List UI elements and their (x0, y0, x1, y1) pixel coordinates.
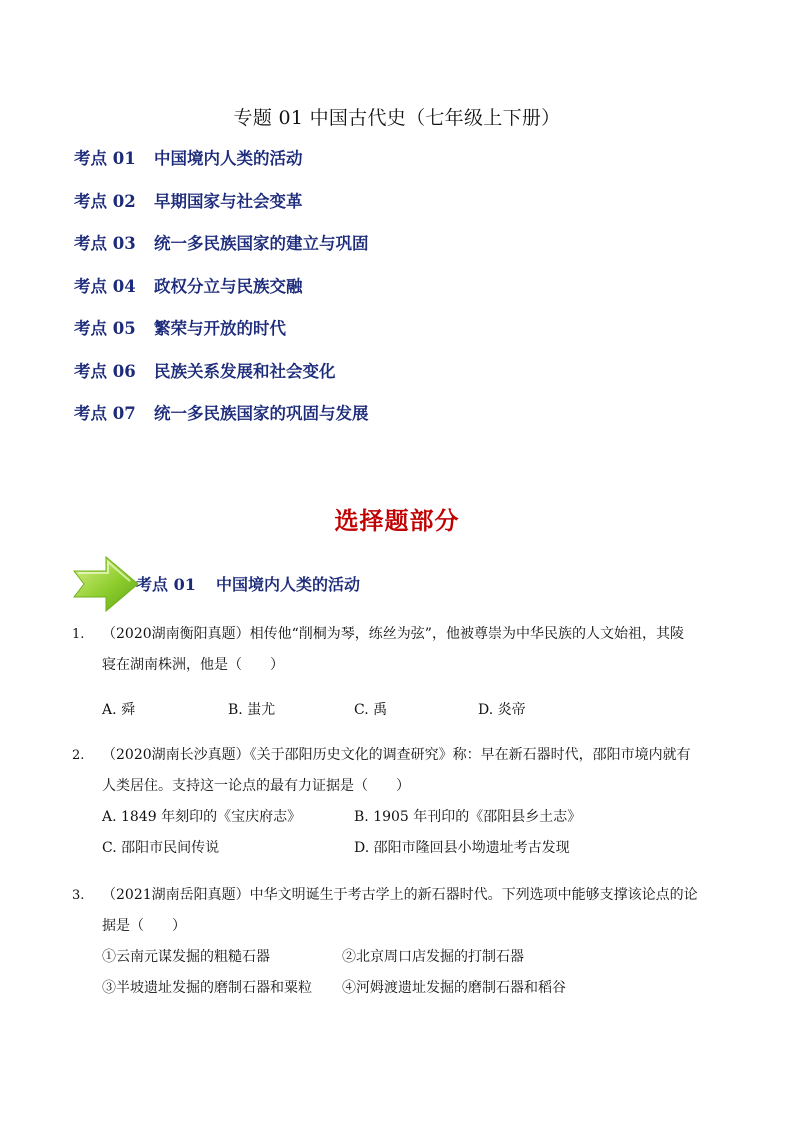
toc-item-number: 考点 06 (74, 361, 136, 381)
toc-item (74, 274, 369, 317)
options-row (102, 802, 732, 833)
option-1: ①云南元谋发掘的粗糙石器 (102, 949, 270, 965)
option-4: ④河姆渡遗址发掘的磨制石器和稻谷 (342, 980, 566, 996)
kp-header (70, 553, 570, 615)
toc-item (74, 401, 369, 444)
toc-item-number: 考点 01 (74, 149, 136, 168)
toc-item-text: 中国境内人类的活动 (154, 149, 303, 168)
kp-header-label (136, 572, 360, 595)
options-row (102, 942, 732, 973)
question-number: 3. (72, 888, 85, 903)
option-d: D. 炎帝 (478, 702, 526, 718)
question-number: 2. (72, 748, 85, 763)
question-text-line: （2021湖南岳阳真题）中华文明诞生于考古学上的新石器时代。下列选项中能够支撑该论点的论 (102, 887, 698, 903)
options-row (102, 973, 732, 1004)
toc-item (74, 189, 369, 232)
option-b: B. 1905 年刊印的《邵阳县乡土志》 (354, 809, 582, 825)
options-row (102, 833, 732, 864)
option-c: C. 禹 (354, 702, 388, 718)
toc-item (74, 231, 369, 274)
question-text-line: 人类居住。支持这一论点的最有力证据是（ ） (102, 778, 410, 794)
toc-item-number: 考点 07 (74, 404, 136, 423)
toc-item-text: 民族关系发展和社会变化 (154, 361, 336, 381)
toc-item (74, 359, 369, 402)
options-row (102, 695, 732, 726)
kp-header-text: 中国境内人类的活动 (216, 575, 361, 594)
option-a: A. 舜 (102, 702, 136, 718)
toc-item-number: 考点 02 (74, 191, 136, 211)
option-c: C. 邵阳市民间传说 (102, 840, 220, 856)
question-text-line: 据是（ ） (102, 918, 186, 934)
option-a: A. 1849 年刻印的《宝庆府志》 (102, 809, 302, 825)
toc-item-text: 繁荣与开放的时代 (154, 319, 286, 338)
question-text-line: （2020湖南长沙真题）《关于邵阳历史文化的调查研究》称：早在新石器时代，邵阳市境内就有 (102, 747, 691, 763)
kp-header-number: 考点 01 (136, 575, 196, 594)
toc-item-text: 早期国家与社会变革 (154, 191, 303, 211)
toc-item-number: 考点 04 (74, 276, 136, 296)
question-1 (72, 619, 732, 726)
option-2: ②北京周口店发掘的打制石器 (342, 949, 524, 965)
question-text-line: 寝在湖南株洲，他是（ ） (102, 657, 284, 673)
document-title: 专题 01 中国古代史（七年级上下册） (233, 107, 561, 129)
toc-item-text: 统一多民族国家的建立与巩固 (154, 234, 369, 253)
section-title: 选择题部分 (334, 506, 460, 535)
toc-item-text: 统一多民族国家的巩固与发展 (154, 404, 369, 423)
question-number: 1. (72, 627, 85, 642)
toc-item-text: 政权分立与民族交融 (154, 276, 303, 296)
table-of-contents (74, 146, 369, 444)
option-b: B. 蚩尤 (228, 702, 276, 718)
toc-item (74, 146, 369, 189)
toc-item-number: 考点 03 (74, 234, 136, 253)
green-arrow-icon (70, 553, 142, 615)
question-2 (72, 740, 732, 864)
option-d: D. 邵阳市隆回县小坳遗址考古发现 (354, 840, 570, 856)
toc-item-number: 考点 05 (74, 319, 136, 338)
option-3: ③半坡遗址发掘的磨制石器和粟粒 (102, 980, 312, 996)
question-text-line: （2020湖南衡阳真题）相传他“削桐为琴，练丝为弦”，他被尊崇为中华民族的人文始祖，其陵 (102, 626, 684, 642)
toc-item (74, 316, 369, 359)
question-3 (72, 880, 732, 1004)
